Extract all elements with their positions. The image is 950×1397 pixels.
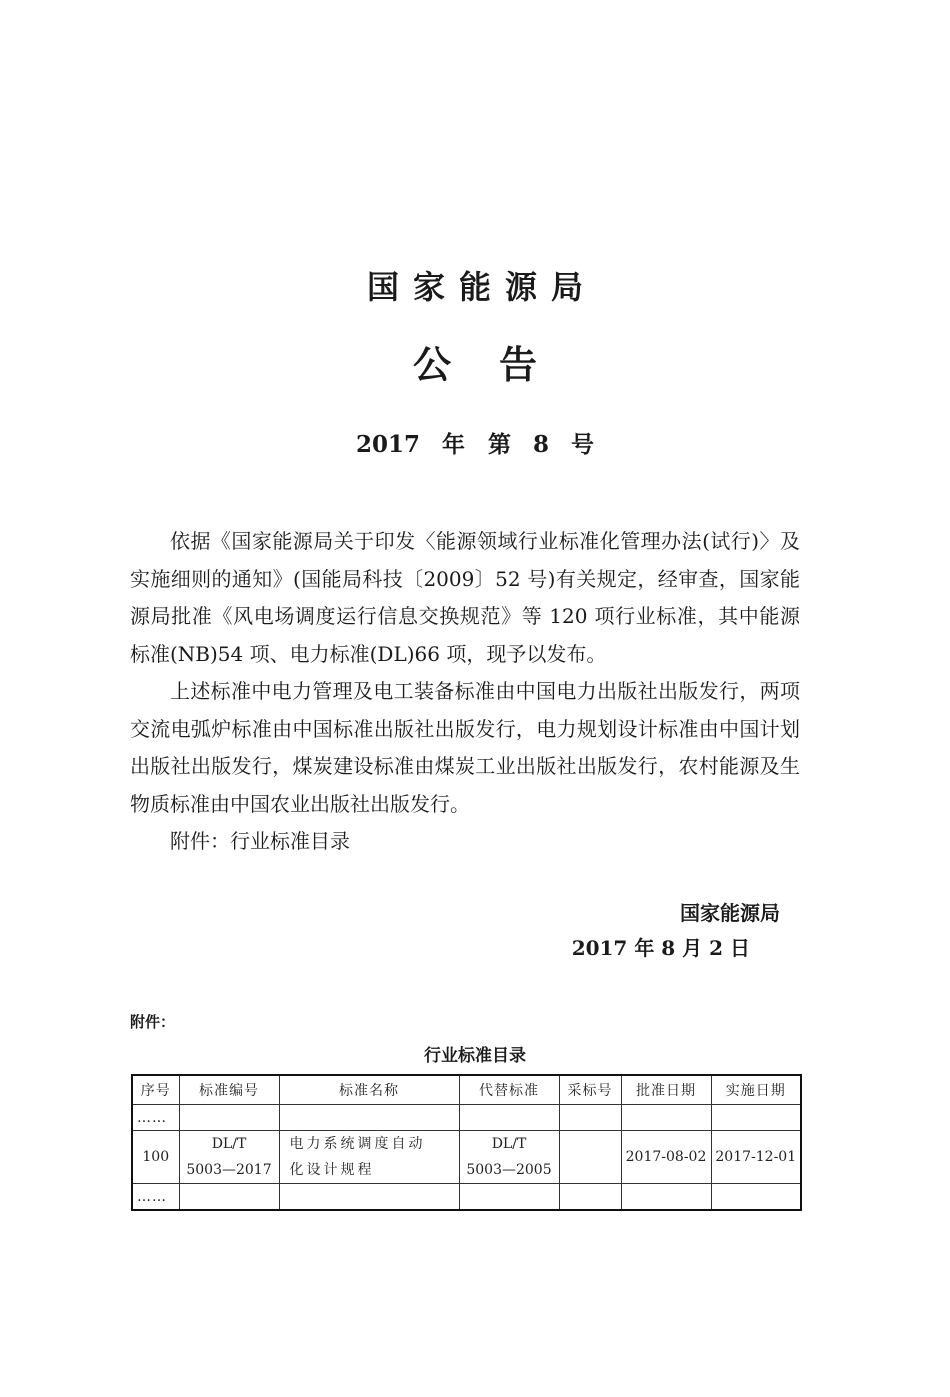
table-header-row xyxy=(132,1075,801,1105)
name-cell xyxy=(279,1131,459,1184)
code-line: 5003—2017 xyxy=(186,1162,272,1178)
signature-date: 2017 年 8 月 2 日 xyxy=(571,936,750,960)
document-title: 公告 xyxy=(412,343,585,387)
ellipsis-cell: …… xyxy=(132,1105,179,1131)
announcement-body xyxy=(130,523,800,861)
effective-date-cell: 2017-12-01 xyxy=(711,1131,801,1184)
attachment-note: 附件：行业标准目录 xyxy=(170,829,350,853)
body-paragraph: 上述标准中电力管理及电工装备标准由中国电力出版社出版发行，两项交流电弧炉标准由中国标准出版社出版发行，电力规划设计标准由中国计划出版社出版发行，煤炭建设标准由煤炭工业出版社出版发行，农村能源及生物质标准由中国农业出版社出版发行。 xyxy=(130,679,800,816)
column-header: 标准名称 xyxy=(279,1075,459,1105)
name-line: 电力系统调度自动 xyxy=(289,1136,426,1152)
standards-table xyxy=(131,1074,802,1211)
adoption-cell xyxy=(559,1131,621,1184)
signer-name: 国家能源局 xyxy=(680,901,780,925)
column-header: 批准日期 xyxy=(621,1075,711,1105)
code-line: DL/T xyxy=(211,1136,247,1152)
table-title: 行业标准目录 xyxy=(424,1046,526,1066)
table-row xyxy=(132,1184,801,1211)
column-header: 代替标准 xyxy=(459,1075,559,1105)
approval-date-cell: 2017-08-02 xyxy=(621,1131,711,1184)
code-cell xyxy=(179,1131,279,1184)
replaces-cell xyxy=(459,1131,559,1184)
replaces-line: 5003—2005 xyxy=(466,1162,552,1178)
column-header: 实施日期 xyxy=(711,1075,801,1105)
replaces-line: DL/T xyxy=(491,1136,527,1152)
issue-number: 2017 年 第 8 号 xyxy=(355,431,595,458)
name-line: 化设计规程 xyxy=(289,1162,375,1178)
column-header: 标准编号 xyxy=(179,1075,279,1105)
table-row xyxy=(132,1105,801,1131)
issuer-heading: 国家能源局 xyxy=(366,268,597,306)
body-paragraph: 依据《国家能源局关于印发〈能源领域行业标准化管理办法(试行)〉及实施细则的通知》(国能局科技〔2009〕52 号)有关规定，经审查，国家能源局批准《风电场调度运行信息交换规范》等 120 项行业标准，其中能源标准(NB)54 项、电力标准(DL)66 项，现予以发布。 xyxy=(130,529,800,666)
appendix-label: 附件： xyxy=(130,1013,176,1031)
ellipsis-cell: …… xyxy=(132,1184,179,1211)
seq-cell: 100 xyxy=(132,1131,179,1184)
column-header: 序号 xyxy=(132,1075,179,1105)
column-header: 采标号 xyxy=(559,1075,621,1105)
table-row xyxy=(132,1131,801,1184)
